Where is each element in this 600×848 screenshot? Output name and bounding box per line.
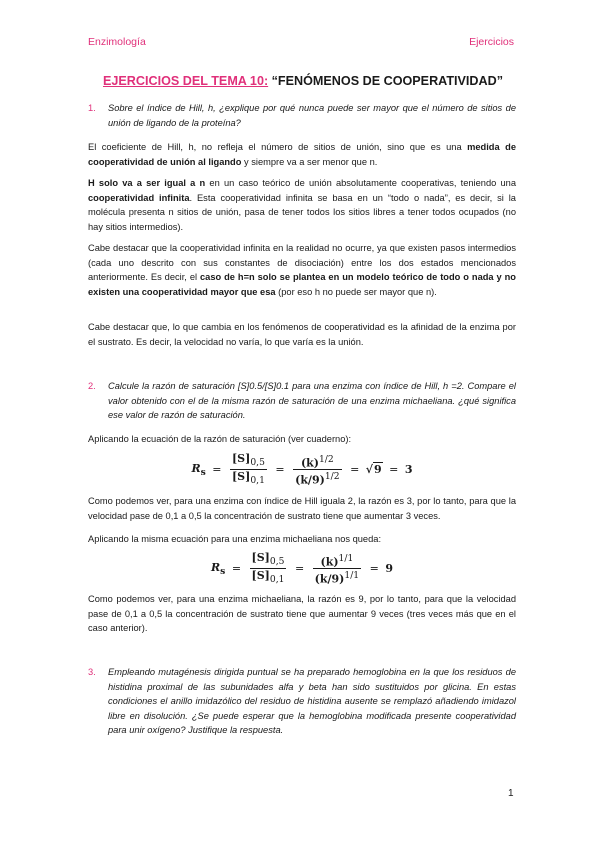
q2-result-2: Como podemos ver, para una enzima michaeliana, la razón es 9, por lo tanto, para que la velocidad pase de 0,1 a 0,5 la concentración de sustrato tiene que aumentar 9 veces (tres veces más que en el caso anterior).: [88, 594, 516, 634]
question-2-number: 2.: [88, 381, 96, 391]
header-subject: Enzimología: [88, 36, 146, 48]
bold-run: medida de cooperatividad de unión al ligando: [88, 142, 516, 167]
text-run: . Esta cooperatividad infinita se basa en un “todo o nada”, es decir, si la molécula presenta n sitios de unión, pasa de tener todos los sitios libres a tener todos ocupados (no hay sitios intermedios).: [88, 192, 516, 232]
question-2: [88, 379, 516, 423]
question-1: [88, 101, 516, 130]
question-1-number: 1.: [88, 103, 96, 113]
q2-result-1: Como podemos ver, para una enzima con índice de Hill iguala 2, la razón es 3, por lo tanto, para que la velocidad pase de 0,1 a 0,5 la concentración de sustrato tiene que aumentar 3 veces.: [88, 496, 516, 521]
text-run: El coeficiente de Hill, h, no refleja el número de sitios de unión, sino que es una: [88, 142, 468, 152]
question-3-text: Empleando mutagénesis dirigida puntual se ha preparado hemoglobina en la que los residuos de histidina proximal de las subunidades alfa y beta han sido sustituidos por glicina. En estas condiciones el anillo imidazólico del residuo de histidina ausente se remplazó añadiendo imidazol libre en disolución. ¿Se puede esperar que la hemoglobina modificada presente cooperatividad para unir oxígeno? Justifique la respuesta.: [108, 667, 516, 736]
question-2-text: Calcule la razón de saturación [S]0.5/[S]0.1 para una enzima con índice de Hill, h =2. Compare el valor obtenido con el de la misma razón de saturación de una enzima michaeliana. ¿qué significa ese valor de razón de saturación.: [108, 381, 516, 421]
title-prefix: EJERCICIOS DEL TEMA 10:: [102, 74, 269, 88]
q1-paragraph-1: [88, 140, 516, 169]
text-run: (por eso h no puede ser mayor que n).: [275, 286, 437, 297]
equation-michaelian: $R_s$ = $\frac{[S]_{0,5}}{[S]_{0,1}}$ = $\frac{(k)^{1/1}}{(k/9)^{1/1}}$ = 9: [211, 551, 393, 586]
q1-paragraph-4: Cabe destacar que, lo que cambia en los fenómenos de cooperatividad es la afinidad de la enzima por el sustrato. Es decir, la velocidad no varía, lo que varía es la unión.: [88, 322, 516, 347]
eq2-fraction-concentration: $\frac{[S]_{0,5}}{[S]_{0,1}}$: [251, 551, 285, 586]
q1-paragraph-2: [88, 176, 516, 234]
bold-run: cooperatividad infinita: [88, 192, 190, 203]
title-suffix: “FENÓMENOS DE COOPERATIVIDAD”: [268, 74, 504, 88]
question-3: [88, 665, 516, 738]
q2-intro-1: Aplicando la ecuación de la razón de saturación (ver cuaderno):: [88, 434, 352, 444]
bold-run: caso de h=n solo se plantea en un modelo teórico de todo o nada y no existen una cooperatividad mayor que esa: [88, 272, 516, 297]
eq1-lhs: $R_s$: [191, 461, 206, 478]
text-run: Cabe destacar que la cooperatividad infinita en la realidad no ocurre, ya que existen pasos intermedios (cada uno descrito con sus constantes de disociación) entre los dos estados mencionados anteriormente. Es decir, el: [88, 243, 516, 283]
equation-hill: $R_s$ = $\frac{[S]_{0,5}}{[S]_{0,1}}$ = $\frac{(k)^{1/2}}{(k/9)^{1/2}}$ = √9 = 3: [191, 452, 413, 487]
question-3-number: 3.: [88, 667, 96, 677]
page-title: [88, 74, 518, 88]
eq2-result: 9: [385, 562, 393, 576]
eq2-fraction-constant: $\frac{(k)^{1/1}}{(k/9)^{1/1}}$: [314, 552, 360, 586]
q1-paragraph-3: [88, 241, 516, 299]
eq2-lhs: $R_s$: [211, 560, 226, 577]
header-section: Ejercicios: [469, 36, 514, 48]
text-run: y siempre va a ser menor que n.: [241, 156, 378, 167]
bold-run: H solo va a ser igual a n: [88, 178, 206, 188]
eq1-root: √9: [365, 463, 382, 477]
question-1-text: Sobre el índice de Hill, h, ¿explique por qué nunca puede ser mayor que el número de sitios de unión de ligando de la proteína?: [108, 103, 516, 128]
eq1-result: 3: [404, 463, 413, 477]
text-run: en un caso teórico de unión absolutamente cooperativas, teniendo una: [205, 178, 517, 188]
eq1-fraction-concentration: $\frac{[S]_{0,5}}{[S]_{0,1}}$: [231, 452, 265, 487]
eq1-fraction-constant: $\frac{(k)^{1/2}}{(k/9)^{1/2}}$: [295, 453, 340, 487]
q2-intro-2: Aplicando la misma ecuación para una enzima michaeliana nos queda:: [88, 534, 382, 544]
page-number: 1: [508, 788, 514, 799]
